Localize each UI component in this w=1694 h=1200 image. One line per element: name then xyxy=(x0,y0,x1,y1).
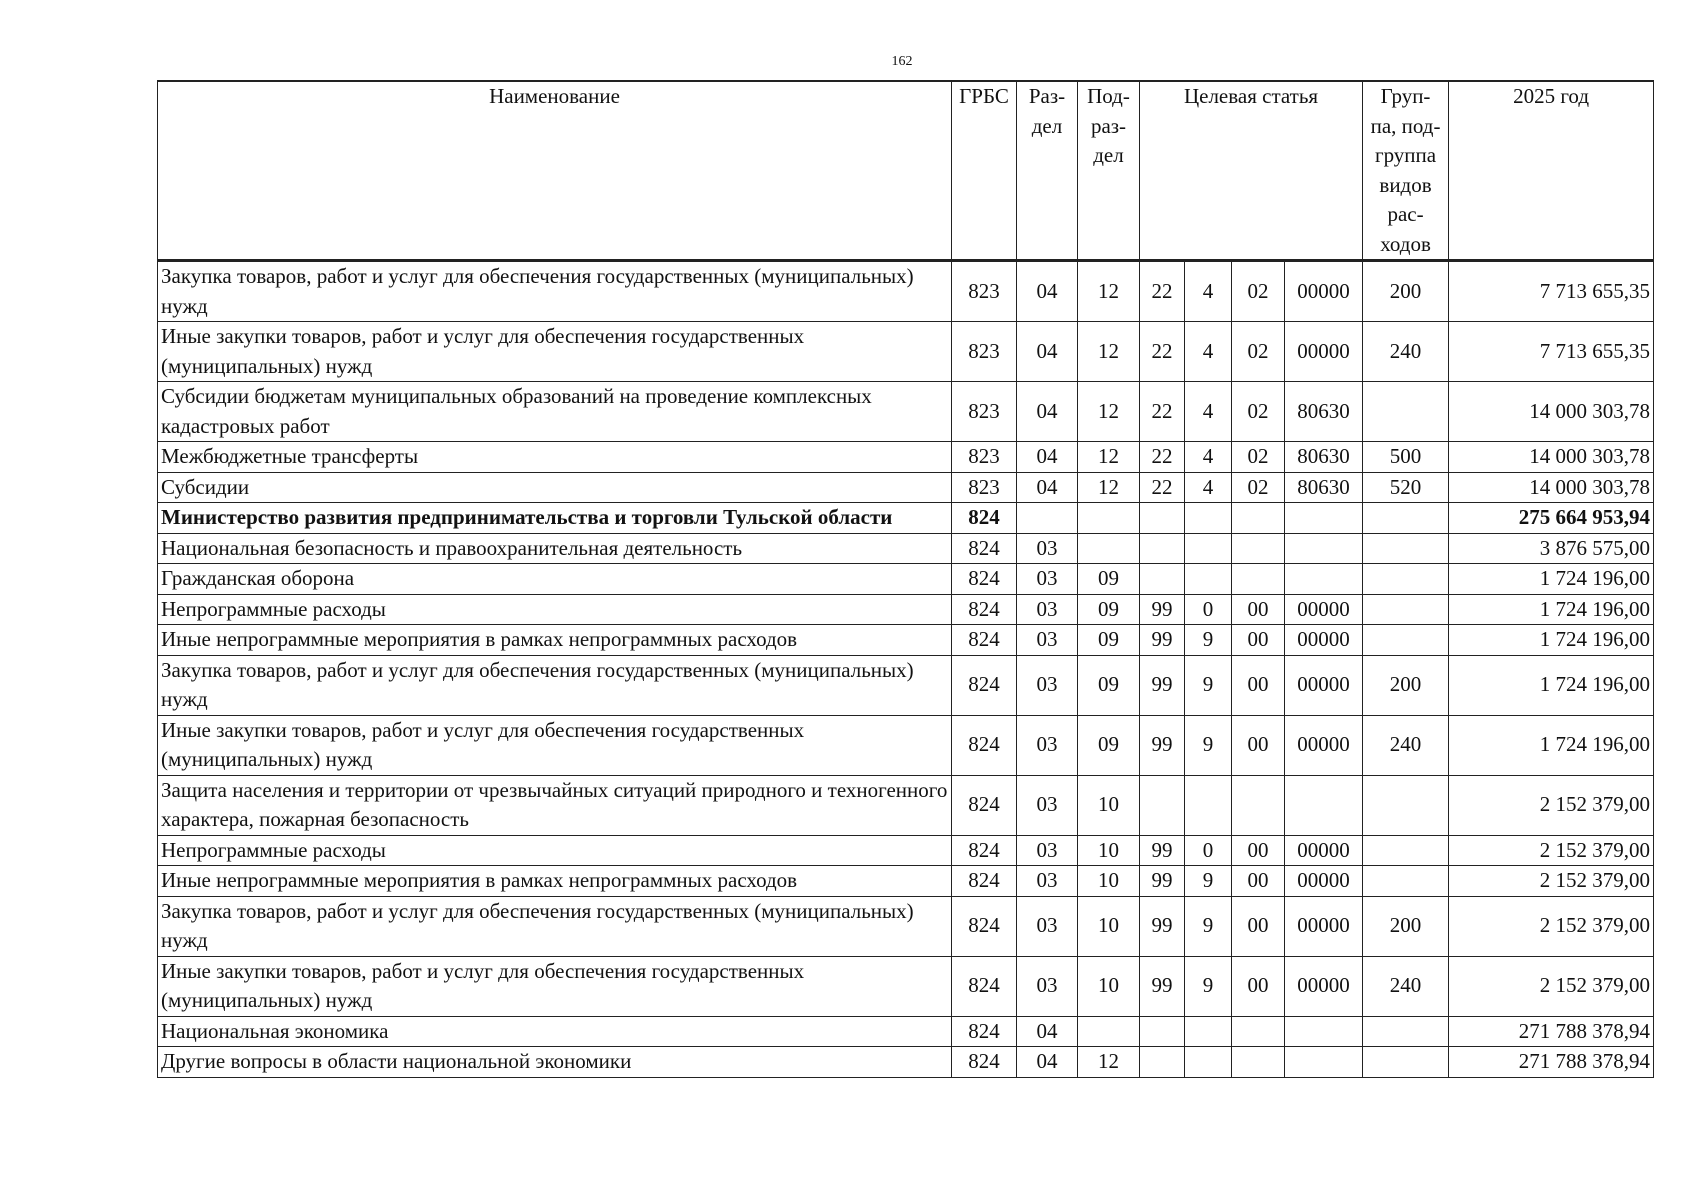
cell-t4: 80630 xyxy=(1285,442,1363,473)
cell-group xyxy=(1363,866,1449,897)
table-row xyxy=(158,564,1654,595)
cell-grbs: 824 xyxy=(952,1047,1017,1078)
table-row xyxy=(158,896,1654,956)
cell-t4: 00000 xyxy=(1285,896,1363,956)
table-row xyxy=(158,382,1654,442)
cell-group xyxy=(1363,775,1449,835)
cell-t3: 02 xyxy=(1232,261,1285,322)
cell-amount: 2 152 379,00 xyxy=(1449,835,1654,866)
cell-amount: 275 664 953,94 xyxy=(1449,503,1654,534)
cell-podrazdel: 12 xyxy=(1078,442,1140,473)
table-row xyxy=(158,261,1654,322)
cell-t1 xyxy=(1140,533,1185,564)
cell-razdel: 04 xyxy=(1017,472,1078,503)
cell-t1: 99 xyxy=(1140,896,1185,956)
cell-name: Иные непрограммные мероприятия в рамках непрограммных расходов xyxy=(158,625,952,656)
cell-razdel: 04 xyxy=(1017,1016,1078,1047)
cell-t1: 99 xyxy=(1140,866,1185,897)
cell-t1: 99 xyxy=(1140,594,1185,625)
cell-t4 xyxy=(1285,1016,1363,1047)
table-row xyxy=(158,775,1654,835)
header-group: Груп- па, под- группа видов рас- ходов xyxy=(1363,81,1449,261)
cell-name: Субсидии бюджетам муниципальных образований на проведение комплексных кадастровых работ xyxy=(158,382,952,442)
cell-name: Гражданская оборона xyxy=(158,564,952,595)
header-year: 2025 год xyxy=(1449,81,1654,261)
cell-group: 200 xyxy=(1363,896,1449,956)
cell-t2: 4 xyxy=(1185,442,1232,473)
cell-podrazdel: 12 xyxy=(1078,322,1140,382)
cell-t2 xyxy=(1185,1047,1232,1078)
cell-t3: 00 xyxy=(1232,715,1285,775)
cell-group: 500 xyxy=(1363,442,1449,473)
cell-t4: 00000 xyxy=(1285,835,1363,866)
cell-group: 240 xyxy=(1363,322,1449,382)
page-number: 162 xyxy=(891,54,913,69)
cell-t3: 00 xyxy=(1232,594,1285,625)
cell-podrazdel: 09 xyxy=(1078,594,1140,625)
cell-grbs: 824 xyxy=(952,533,1017,564)
cell-t2: 9 xyxy=(1185,655,1232,715)
cell-group xyxy=(1363,564,1449,595)
cell-t4: 00000 xyxy=(1285,866,1363,897)
cell-t4 xyxy=(1285,503,1363,534)
cell-t1 xyxy=(1140,1016,1185,1047)
cell-t3: 00 xyxy=(1232,625,1285,656)
cell-t1: 22 xyxy=(1140,382,1185,442)
cell-t3: 02 xyxy=(1232,442,1285,473)
cell-t4: 00000 xyxy=(1285,655,1363,715)
cell-t3 xyxy=(1232,1016,1285,1047)
cell-t2 xyxy=(1185,533,1232,564)
table-row xyxy=(158,503,1654,534)
cell-grbs: 823 xyxy=(952,322,1017,382)
header-podrazdel: Под- раз- дел xyxy=(1078,81,1140,261)
table-body xyxy=(158,261,1654,1078)
cell-group: 240 xyxy=(1363,956,1449,1016)
cell-name: Непрограммные расходы xyxy=(158,594,952,625)
cell-grbs: 824 xyxy=(952,866,1017,897)
cell-t2: 4 xyxy=(1185,261,1232,322)
cell-t1: 99 xyxy=(1140,625,1185,656)
cell-name: Субсидии xyxy=(158,472,952,503)
cell-group: 200 xyxy=(1363,261,1449,322)
cell-group xyxy=(1363,625,1449,656)
cell-amount: 14 000 303,78 xyxy=(1449,442,1654,473)
cell-podrazdel: 10 xyxy=(1078,775,1140,835)
table-row xyxy=(158,625,1654,656)
cell-t1: 99 xyxy=(1140,835,1185,866)
header-grbs: ГРБС xyxy=(952,81,1017,261)
cell-t3 xyxy=(1232,564,1285,595)
cell-name: Защита населения и территории от чрезвычайных ситуаций природного и техногенного характера, пожарная безопасность xyxy=(158,775,952,835)
cell-t1: 22 xyxy=(1140,442,1185,473)
cell-grbs: 824 xyxy=(952,1016,1017,1047)
cell-razdel: 04 xyxy=(1017,261,1078,322)
cell-name: Другие вопросы в области национальной экономики xyxy=(158,1047,952,1078)
cell-group: 200 xyxy=(1363,655,1449,715)
cell-razdel: 03 xyxy=(1017,655,1078,715)
cell-razdel: 03 xyxy=(1017,594,1078,625)
cell-razdel: 03 xyxy=(1017,625,1078,656)
cell-podrazdel xyxy=(1078,533,1140,564)
cell-group xyxy=(1363,533,1449,564)
cell-grbs: 823 xyxy=(952,472,1017,503)
cell-t2: 9 xyxy=(1185,625,1232,656)
cell-amount: 1 724 196,00 xyxy=(1449,625,1654,656)
cell-t4: 00000 xyxy=(1285,715,1363,775)
cell-grbs: 824 xyxy=(952,625,1017,656)
cell-t2: 0 xyxy=(1185,835,1232,866)
cell-t1 xyxy=(1140,564,1185,595)
cell-t2: 9 xyxy=(1185,896,1232,956)
table-row xyxy=(158,442,1654,473)
cell-amount: 3 876 575,00 xyxy=(1449,533,1654,564)
table-row xyxy=(158,1047,1654,1078)
cell-podrazdel: 12 xyxy=(1078,1047,1140,1078)
header-target: Целевая статья xyxy=(1140,81,1363,261)
cell-t3: 00 xyxy=(1232,835,1285,866)
budget-table xyxy=(157,80,1654,1078)
cell-grbs: 824 xyxy=(952,594,1017,625)
cell-amount: 1 724 196,00 xyxy=(1449,715,1654,775)
cell-group xyxy=(1363,382,1449,442)
cell-podrazdel: 09 xyxy=(1078,715,1140,775)
cell-grbs: 823 xyxy=(952,442,1017,473)
cell-t2 xyxy=(1185,564,1232,595)
cell-amount: 271 788 378,94 xyxy=(1449,1016,1654,1047)
cell-t2 xyxy=(1185,775,1232,835)
table-row xyxy=(158,655,1654,715)
cell-razdel: 03 xyxy=(1017,715,1078,775)
cell-t3: 00 xyxy=(1232,896,1285,956)
cell-grbs: 824 xyxy=(952,715,1017,775)
header-razdel: Раз- дел xyxy=(1017,81,1078,261)
cell-podrazdel: 09 xyxy=(1078,564,1140,595)
cell-name: Закупка товаров, работ и услуг для обеспечения государственных (муниципальных) нужд xyxy=(158,655,952,715)
cell-podrazdel: 10 xyxy=(1078,896,1140,956)
cell-amount: 271 788 378,94 xyxy=(1449,1047,1654,1078)
cell-name: Иные непрограммные мероприятия в рамках непрограммных расходов xyxy=(158,866,952,897)
cell-podrazdel: 09 xyxy=(1078,625,1140,656)
cell-amount: 2 152 379,00 xyxy=(1449,896,1654,956)
cell-t2: 4 xyxy=(1185,382,1232,442)
header-name: Наименование xyxy=(158,81,952,261)
cell-grbs: 824 xyxy=(952,564,1017,595)
table-row xyxy=(158,1016,1654,1047)
cell-t3: 02 xyxy=(1232,472,1285,503)
cell-podrazdel: 09 xyxy=(1078,655,1140,715)
cell-t4: 80630 xyxy=(1285,382,1363,442)
cell-name: Непрограммные расходы xyxy=(158,835,952,866)
cell-amount: 1 724 196,00 xyxy=(1449,564,1654,595)
cell-razdel: 04 xyxy=(1017,1047,1078,1078)
cell-group xyxy=(1363,835,1449,866)
cell-podrazdel: 10 xyxy=(1078,866,1140,897)
table-row xyxy=(158,594,1654,625)
cell-razdel: 03 xyxy=(1017,533,1078,564)
cell-podrazdel xyxy=(1078,503,1140,534)
cell-t2: 9 xyxy=(1185,866,1232,897)
cell-amount: 14 000 303,78 xyxy=(1449,382,1654,442)
cell-razdel: 03 xyxy=(1017,896,1078,956)
cell-group xyxy=(1363,594,1449,625)
cell-t4 xyxy=(1285,564,1363,595)
cell-name: Национальная безопасность и правоохранительная деятельность xyxy=(158,533,952,564)
cell-t2: 0 xyxy=(1185,594,1232,625)
cell-t3 xyxy=(1232,775,1285,835)
cell-t4 xyxy=(1285,775,1363,835)
cell-amount: 2 152 379,00 xyxy=(1449,866,1654,897)
cell-grbs: 824 xyxy=(952,896,1017,956)
table-row xyxy=(158,322,1654,382)
cell-group: 240 xyxy=(1363,715,1449,775)
cell-podrazdel: 12 xyxy=(1078,261,1140,322)
cell-group xyxy=(1363,1016,1449,1047)
cell-podrazdel: 12 xyxy=(1078,472,1140,503)
table-row xyxy=(158,715,1654,775)
cell-razdel: 04 xyxy=(1017,382,1078,442)
cell-t1: 22 xyxy=(1140,261,1185,322)
cell-razdel xyxy=(1017,503,1078,534)
cell-grbs: 824 xyxy=(952,835,1017,866)
cell-t4: 00000 xyxy=(1285,956,1363,1016)
table-row xyxy=(158,866,1654,897)
cell-podrazdel: 10 xyxy=(1078,956,1140,1016)
cell-t1 xyxy=(1140,1047,1185,1078)
cell-t1: 22 xyxy=(1140,472,1185,503)
cell-amount: 7 713 655,35 xyxy=(1449,322,1654,382)
cell-grbs: 824 xyxy=(952,956,1017,1016)
cell-grbs: 823 xyxy=(952,261,1017,322)
cell-t1: 99 xyxy=(1140,715,1185,775)
cell-t2: 4 xyxy=(1185,472,1232,503)
cell-t4 xyxy=(1285,533,1363,564)
cell-group xyxy=(1363,503,1449,534)
cell-grbs: 824 xyxy=(952,655,1017,715)
table-row xyxy=(158,472,1654,503)
cell-t1 xyxy=(1140,775,1185,835)
cell-podrazdel xyxy=(1078,1016,1140,1047)
cell-t3: 00 xyxy=(1232,866,1285,897)
table-row xyxy=(158,956,1654,1016)
cell-name: Межбюджетные трансферты xyxy=(158,442,952,473)
cell-name: Национальная экономика xyxy=(158,1016,952,1047)
cell-t4: 00000 xyxy=(1285,594,1363,625)
cell-t1: 99 xyxy=(1140,655,1185,715)
cell-t2: 9 xyxy=(1185,956,1232,1016)
cell-razdel: 03 xyxy=(1017,866,1078,897)
cell-t4 xyxy=(1285,1047,1363,1078)
cell-t2 xyxy=(1185,503,1232,534)
cell-amount: 1 724 196,00 xyxy=(1449,655,1654,715)
cell-group: 520 xyxy=(1363,472,1449,503)
table-row xyxy=(158,835,1654,866)
cell-razdel: 03 xyxy=(1017,956,1078,1016)
cell-amount: 2 152 379,00 xyxy=(1449,956,1654,1016)
table-row xyxy=(158,533,1654,564)
cell-t3 xyxy=(1232,503,1285,534)
cell-t3: 02 xyxy=(1232,382,1285,442)
cell-name: Иные закупки товаров, работ и услуг для обеспечения государственных (муниципальных) нужд xyxy=(158,715,952,775)
cell-name: Иные закупки товаров, работ и услуг для обеспечения государственных (муниципальных) нужд xyxy=(158,956,952,1016)
cell-t3: 00 xyxy=(1232,956,1285,1016)
cell-razdel: 04 xyxy=(1017,322,1078,382)
cell-amount: 2 152 379,00 xyxy=(1449,775,1654,835)
table-header-row xyxy=(158,81,1654,261)
cell-name: Министерство развития предпринимательства и торговли Тульской области xyxy=(158,503,952,534)
cell-t4: 80630 xyxy=(1285,472,1363,503)
cell-name: Закупка товаров, работ и услуг для обеспечения государственных (муниципальных) нужд xyxy=(158,261,952,322)
cell-grbs: 824 xyxy=(952,503,1017,534)
cell-t4: 00000 xyxy=(1285,625,1363,656)
cell-name: Иные закупки товаров, работ и услуг для обеспечения государственных (муниципальных) нужд xyxy=(158,322,952,382)
cell-amount: 7 713 655,35 xyxy=(1449,261,1654,322)
cell-razdel: 03 xyxy=(1017,835,1078,866)
cell-t3 xyxy=(1232,1047,1285,1078)
cell-t2: 9 xyxy=(1185,715,1232,775)
cell-t2: 4 xyxy=(1185,322,1232,382)
cell-t2 xyxy=(1185,1016,1232,1047)
cell-amount: 14 000 303,78 xyxy=(1449,472,1654,503)
cell-t4: 00000 xyxy=(1285,322,1363,382)
cell-group xyxy=(1363,1047,1449,1078)
cell-razdel: 03 xyxy=(1017,564,1078,595)
cell-name: Закупка товаров, работ и услуг для обеспечения государственных (муниципальных) нужд xyxy=(158,896,952,956)
cell-razdel: 04 xyxy=(1017,442,1078,473)
cell-podrazdel: 10 xyxy=(1078,835,1140,866)
cell-t1: 22 xyxy=(1140,322,1185,382)
cell-t3 xyxy=(1232,533,1285,564)
cell-amount: 1 724 196,00 xyxy=(1449,594,1654,625)
cell-podrazdel: 12 xyxy=(1078,382,1140,442)
cell-t1: 99 xyxy=(1140,956,1185,1016)
cell-grbs: 824 xyxy=(952,775,1017,835)
cell-t3: 02 xyxy=(1232,322,1285,382)
cell-t1 xyxy=(1140,503,1185,534)
cell-razdel: 03 xyxy=(1017,775,1078,835)
cell-t4: 00000 xyxy=(1285,261,1363,322)
cell-t3: 00 xyxy=(1232,655,1285,715)
cell-grbs: 823 xyxy=(952,382,1017,442)
